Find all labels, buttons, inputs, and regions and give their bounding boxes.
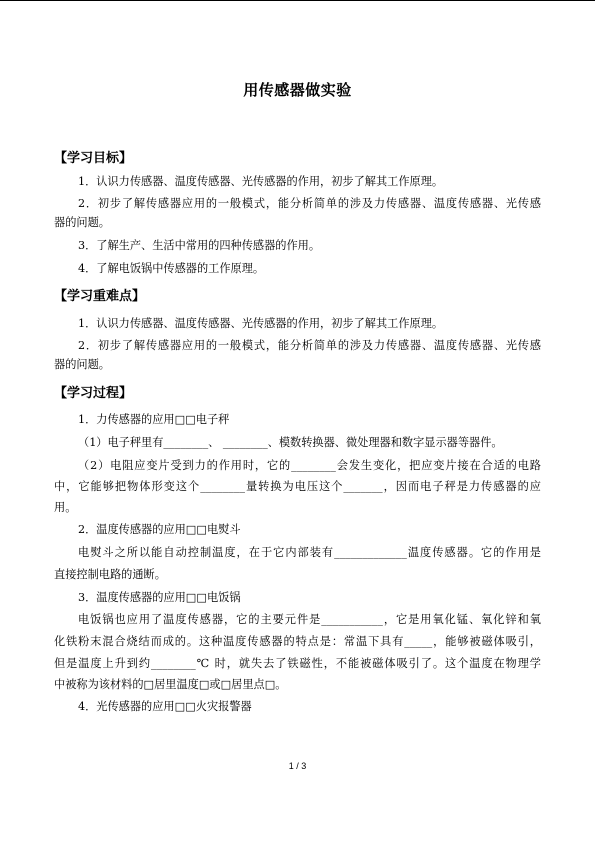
heading-learning-goals: 【学习目标】 (54, 151, 133, 166)
process-line-12: 但是温度上升到约________℃ 时，就失去了铁磁性，不能被磁体吸引了。这个温度在物理学 (54, 657, 541, 670)
heading-learning-process: 【学习过程】 (54, 386, 133, 401)
process-line-13: 中被称为该材料的□居里温度□或□居里点□。 (54, 678, 287, 691)
process-line-14: 4．光传感器的应用□□火灾报警器 (78, 700, 252, 713)
page-title: 用传感器做实验 (243, 81, 352, 99)
process-line-7: 电熨斗之所以能自动控制温度，在于它内部装有_____________温度传感器。它的作用是 (78, 546, 541, 559)
process-line-5: 用。 (54, 501, 77, 514)
goal-item-3: 3．了解生产、生活中常用的四种传感器的作用。 (78, 239, 321, 252)
keypoint-item-1: 1．认识力传感器、温度传感器、光传感器的作用，初步了解其工作原理。 (78, 317, 444, 330)
process-line-2: （1）电子秤里有________、 ________、模数转换器、微处理器和数字显示器等器件。 (78, 436, 503, 449)
process-line-8: 直接控制电路的通断。 (54, 568, 166, 581)
top-border (0, 0, 595, 1)
heading-key-points: 【学习重难点】 (54, 289, 146, 304)
process-line-1: 1．力传感器的应用□□电子秤 (78, 413, 230, 426)
page-number: 1 / 3 (288, 761, 307, 771)
process-line-9: 3．温度传感器的应用□□电饭锅 (78, 591, 241, 604)
goal-item-2-cont: 器的问题。 (54, 216, 110, 229)
process-line-3: （2）电阻应变片受到力的作用时，它的________会发生变化，把应变片接在合适的电路 (78, 459, 541, 472)
goal-item-2: 2．初步了解传感器应用的一般模式，能分析简单的涉及力传感器、温度传感器、光传感 (78, 197, 541, 210)
process-line-11: 化铁粉末混合烧结而成的。这种温度传感器的特点是：常温下具有_____，能够被磁体吸引， (54, 635, 541, 648)
goal-item-4: 4．了解电饭锅中传感器的工作原理。 (78, 262, 265, 275)
goal-item-1: 1．认识力传感器、温度传感器、光传感器的作用，初步了解其工作原理。 (78, 175, 444, 188)
process-line-6: 2．温度传感器的应用□□电熨斗 (78, 523, 241, 536)
keypoint-item-2-cont: 器的问题。 (54, 358, 110, 371)
process-line-10: 电饭锅也应用了温度传感器，它的主要元件是___________，它是用氧化锰、氧化锌和氧 (78, 613, 541, 626)
keypoint-item-2: 2．初步了解传感器应用的一般模式，能分析简单的涉及力传感器、温度传感器、光传感 (78, 339, 541, 352)
process-line-4: 中，它能够把物体形变这个________量转换为电压这个_______，因而电子秤是力传感器的应 (54, 480, 541, 493)
